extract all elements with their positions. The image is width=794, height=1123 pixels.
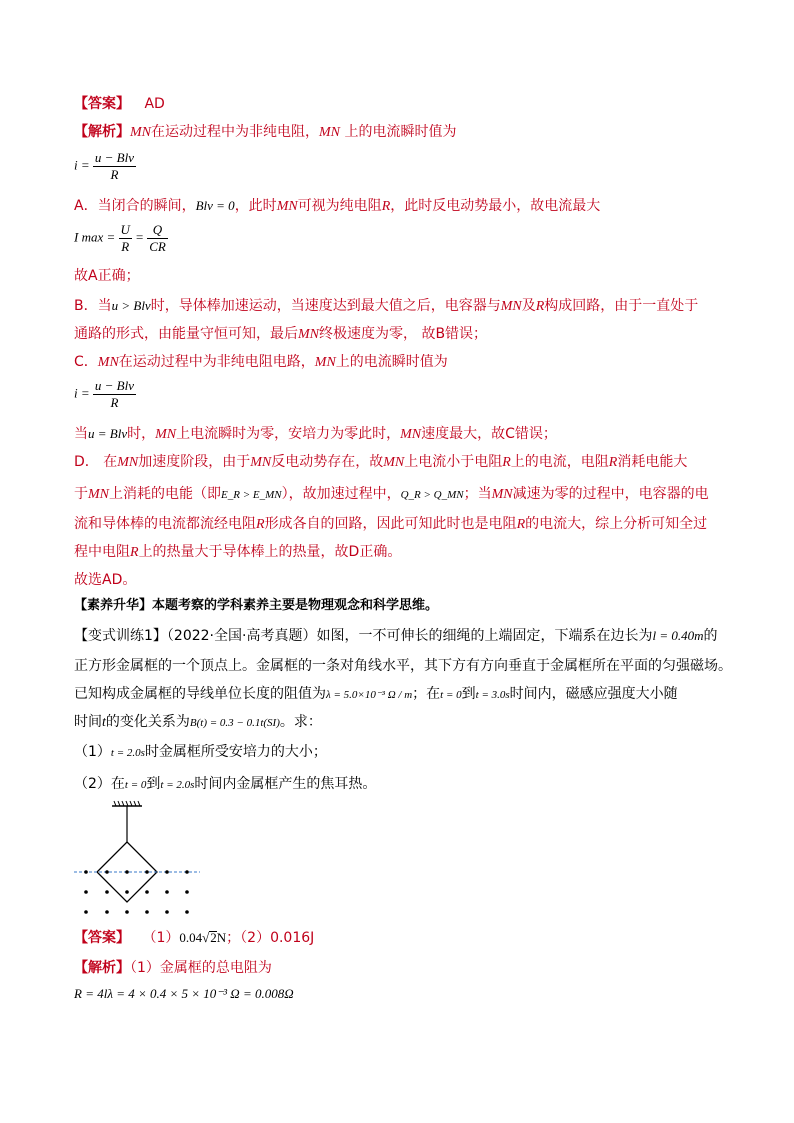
option-b-line-1: B．当u > Blv时，导体棒加速运动，当速度达到最大值之后，电容器与MN及R构成回路，由于一直处于 <box>74 298 699 314</box>
analysis-label: 【解析】 <box>74 124 130 140</box>
option-c-line-2: 当u = Blv时，MN上电流瞬时为零，安培力为零此时，MN速度最大，故C错误； <box>74 426 557 442</box>
ceiling-support <box>112 801 142 806</box>
option-d-line-4: 程中电阻R上的热量大于导体棒上的热量，故D正确。 <box>74 544 402 560</box>
answer-value: AD <box>144 96 165 112</box>
equation-current-1: i = $\frac{\text{u − Blv}}{R}$ <box>74 150 134 182</box>
question-1: （1）t = 2.0s时金属框所受安培力的大小； <box>74 744 327 760</box>
equation-current-2: i = $\frac{\text{u − Blv}}{R}$ <box>74 378 134 410</box>
hanging-frame-figure <box>70 800 210 920</box>
option-d-line-2: 于MN上消耗的电能（即E_R > E_MN），故加速过程中，Q_R > Q_MN；当MN减速为零的过程中，电容器的电 <box>74 486 709 502</box>
answer-line-1 <box>74 94 165 114</box>
option-a-conclusion: 故A正确； <box>74 268 140 284</box>
option-b-line-2: 通路的形式，由能量守恒可知，最后MN终极速度为零， 故B错误； <box>74 326 488 342</box>
equation-imax: I max = $\frac{U}{R}$ = $\frac{Q}{CR}$ <box>74 222 166 254</box>
answer-line-2: 【答案】 （1）0.04√2N；（2）0.016J <box>74 930 315 946</box>
variant-line-2: 正方形金属框的一个顶点上。金属框的一条对角线水平，其下方有方向垂直于金属框所在平面的匀强磁场。 <box>74 658 732 674</box>
fraction: $\frac{\text{u − Blv}}{R}$ <box>94 150 134 182</box>
analysis-line-2: 【解析】（1）金属框的总电阻为 <box>74 960 272 976</box>
analysis-intro: 【解析】MN在运动过程中为非纯电阻，MN 上的电流瞬时值为 <box>74 124 457 140</box>
resistance-equation: R = 4lλ = 4 × 0.4 × 5 × 10⁻³ Ω = 0.008Ω <box>74 986 294 1001</box>
variant-line-3: 已知构成金属框的导线单位长度的阻值为λ = 5.0×10⁻³ Ω / m；在t = 0到t = 3.0s时间内，磁感应强度大小随 <box>74 686 678 702</box>
literacy-line: 【素养升华】本题考察的学科素养主要是物理观念和科学思维。 <box>74 598 439 613</box>
question-2: （2）在t = 0到t = 2.0s时间内金属框产生的焦耳热。 <box>74 776 377 792</box>
option-a-line: A．当闭合的瞬间，Blv = 0，此时MN可视为纯电阻R，此时反电动势最小，故电流最大 <box>74 198 601 214</box>
option-d-line-3: 流和导体棒的电流都流经电阻R形成各自的回路，因此可知此时也是电阻R的电流大，综上分析可知全过 <box>74 516 708 532</box>
variant-line-1: 【变式训练1】（2022·全国·高考真题）如图，一不可伸长的细绳的上端固定，下端系在边长为l = 0.40m的 <box>74 628 718 644</box>
option-c-line-1: C．MN在运动过程中为非纯电阻电路，MN上的电流瞬时值为 <box>74 354 448 370</box>
variant-line-4: 时间t的变化关系为B(t) = 0.3 − 0.1t(SI)。求： <box>74 714 322 730</box>
option-d-line-1: D． 在MN加速度阶段，由于MN反电动势存在，故MN上电流小于电阻R上的电流，电阻R消耗电能大 <box>74 454 688 470</box>
final-choice: 故选AD。 <box>74 572 137 588</box>
answer-label: 【答案】 <box>74 96 130 112</box>
